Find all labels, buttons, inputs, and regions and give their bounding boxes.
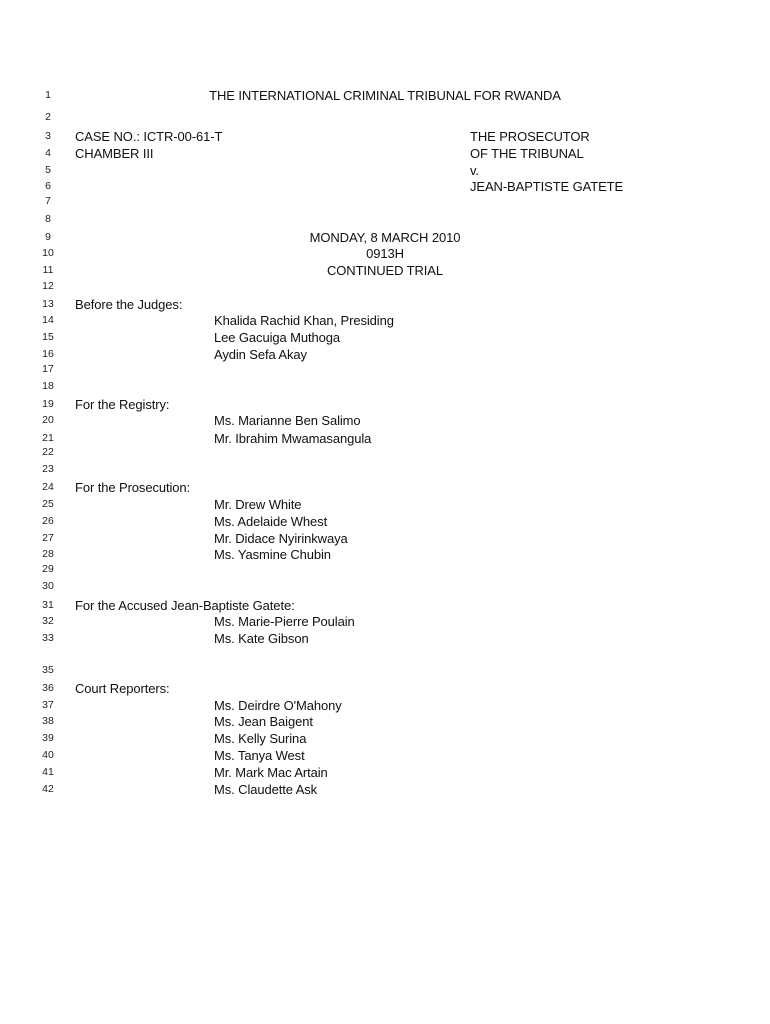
prosecution-name: Mr. Didace Nyirinkwaya	[214, 531, 348, 546]
line-number: 25	[42, 498, 54, 510]
transcript-line	[0, 211, 770, 228]
transcript-line	[0, 444, 770, 461]
line-number: 14	[42, 314, 54, 326]
judges-heading: Before the Judges:	[75, 297, 183, 312]
line-number: 15	[42, 331, 54, 343]
line-number: 26	[42, 515, 54, 527]
transcript-line	[0, 662, 770, 679]
prosecution-name: Ms. Yasmine Chubin	[214, 547, 331, 562]
judge-name: Lee Gacuiga Muthoga	[214, 330, 341, 345]
session-date: MONDAY, 8 MARCH 2010	[309, 230, 461, 245]
transcript-line	[0, 561, 770, 578]
line-number: 11	[42, 264, 54, 276]
line-number: 31	[42, 599, 54, 611]
session-time: 0913H	[366, 246, 404, 261]
transcript-line	[0, 229, 770, 246]
transcript-line	[0, 296, 770, 313]
line-number: 6	[45, 180, 51, 192]
line-number: 12	[42, 280, 54, 292]
line-number: 17	[42, 363, 54, 375]
line-number: 27	[42, 532, 54, 544]
transcript-line	[0, 361, 770, 378]
case-number: CASE NO.: ICTR-00-61-T	[75, 129, 223, 144]
transcript-line	[0, 109, 770, 126]
line-number: 28	[42, 548, 54, 560]
transcript-line	[0, 613, 770, 630]
transcript-line	[0, 193, 770, 210]
line-number: 13	[42, 298, 54, 310]
transcript-line	[0, 396, 770, 413]
transcript-line	[0, 312, 770, 329]
line-number: 20	[42, 414, 54, 426]
registry-name: Mr. Ibrahim Mwamasangula	[214, 431, 372, 446]
reporter-name: Ms. Kelly Surina	[214, 731, 307, 746]
line-number: 8	[45, 213, 51, 225]
line-number: 33	[42, 632, 54, 644]
transcript-line	[0, 479, 770, 496]
line-number: 32	[42, 615, 54, 627]
line-number: 42	[42, 783, 54, 795]
prosecution-name: Ms. Adelaide Whest	[214, 514, 328, 529]
transcript-line	[0, 781, 770, 798]
line-number: 24	[42, 481, 54, 493]
line-number: 30	[42, 580, 54, 592]
line-number: 21	[42, 432, 54, 444]
transcript-line	[0, 262, 770, 279]
party-tribunal: OF THE TRIBUNAL	[470, 146, 584, 161]
session-type: CONTINUED TRIAL	[327, 263, 443, 278]
line-number: 29	[42, 563, 54, 575]
prosecution-name: Mr. Drew White	[214, 497, 302, 512]
transcript-line	[0, 747, 770, 764]
transcript-line	[0, 278, 770, 295]
line-number: 37	[42, 699, 54, 711]
transcript-line	[0, 597, 770, 614]
judge-name: Khalida Rachid Khan, Presiding	[214, 313, 394, 328]
reporter-name: Ms. Tanya West	[214, 748, 305, 763]
reporter-name: Mr. Mark Mac Artain	[214, 765, 328, 780]
defence-name: Ms. Kate Gibson	[214, 631, 309, 646]
judge-name: Aydin Sefa Akay	[214, 347, 307, 362]
line-number: 5	[45, 164, 51, 176]
party-prosecutor: THE PROSECUTOR	[470, 129, 590, 144]
line-number: 4	[45, 147, 51, 159]
line-number: 1	[45, 89, 51, 101]
defence-heading: For the Accused Jean-Baptiste Gatete:	[75, 598, 295, 613]
reporter-name: Ms. Deirdre O'Mahony	[214, 698, 342, 713]
reporter-name: Ms. Claudette Ask	[214, 782, 318, 797]
defence-name: Ms. Marie-Pierre Poulain	[214, 614, 355, 629]
transcript-line	[0, 461, 770, 478]
line-number: 40	[42, 749, 54, 761]
transcript-line	[0, 730, 770, 747]
line-number: 23	[42, 463, 54, 475]
transcript-line	[0, 496, 770, 513]
transcript-line	[0, 145, 770, 162]
transcript-line	[0, 329, 770, 346]
line-number: 9	[45, 231, 51, 243]
line-number: 39	[42, 732, 54, 744]
chamber: CHAMBER III	[75, 146, 154, 161]
transcript-line	[0, 128, 770, 145]
versus: v.	[470, 163, 479, 178]
document-title: THE INTERNATIONAL CRIMINAL TRIBUNAL FOR RWANDA	[209, 88, 561, 103]
line-number: 36	[42, 682, 54, 694]
prosecution-heading: For the Prosecution:	[75, 480, 191, 495]
line-number: 3	[45, 130, 51, 142]
line-number: 41	[42, 766, 54, 778]
party-accused: JEAN-BAPTISTE GATETE	[470, 179, 624, 194]
transcript-line	[0, 162, 770, 179]
transcript-line	[0, 697, 770, 714]
line-number: 7	[45, 195, 51, 207]
transcript-line	[0, 578, 770, 595]
line-number: 16	[42, 348, 54, 360]
line-number: 38	[42, 715, 54, 727]
line-number: 18	[42, 380, 54, 392]
transcript-line	[0, 87, 770, 104]
registry-name: Ms. Marianne Ben Salimo	[214, 413, 361, 428]
transcript-line	[0, 630, 770, 647]
line-number: 2	[45, 111, 51, 123]
transcript-line	[0, 764, 770, 781]
line-number: 19	[42, 398, 54, 410]
registry-heading: For the Registry:	[75, 397, 170, 412]
line-number: 35	[42, 664, 54, 676]
transcript-line	[0, 245, 770, 262]
transcript-line	[0, 713, 770, 730]
transcript-line	[0, 513, 770, 530]
reporters-heading: Court Reporters:	[75, 681, 170, 696]
transcript-line	[0, 378, 770, 395]
transcript-line	[0, 412, 770, 429]
transcript-line	[0, 530, 770, 547]
line-number: 22	[42, 446, 54, 458]
transcript-line	[0, 680, 770, 697]
line-number: 10	[42, 247, 54, 259]
reporter-name: Ms. Jean Baigent	[214, 714, 313, 729]
